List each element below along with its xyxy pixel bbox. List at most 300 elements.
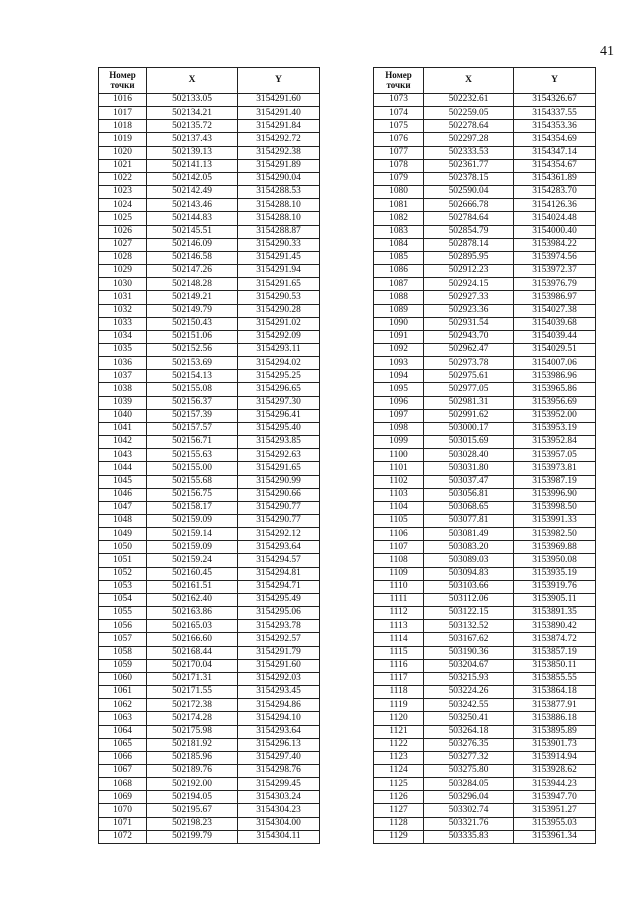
point-number-cell: 1103: [374, 488, 424, 501]
x-coordinate-cell: 502134.21: [147, 107, 238, 120]
table-row: [374, 199, 596, 212]
y-coordinate-cell: 3153944.23: [514, 778, 596, 791]
x-coordinate-cell: 502361.77: [424, 159, 514, 172]
table-row: [374, 291, 596, 304]
point-number-cell: 1055: [99, 607, 147, 620]
x-coordinate-cell: 503302.74: [424, 804, 514, 817]
y-coordinate-cell: 3154294.02: [238, 357, 320, 370]
point-number-cell: 1107: [374, 541, 424, 554]
table-row: [99, 357, 320, 370]
table-row: [374, 764, 596, 777]
y-coordinate-cell: 3153987.19: [514, 475, 596, 488]
table-row: [99, 554, 320, 567]
point-number-cell: 1100: [374, 449, 424, 462]
point-number-cell: 1078: [374, 159, 424, 172]
x-coordinate-cell: 503276.35: [424, 738, 514, 751]
y-coordinate-cell: 3153953.19: [514, 422, 596, 435]
y-coordinate-cell: 3153877.91: [514, 699, 596, 712]
y-coordinate-cell: 3154292.09: [238, 330, 320, 343]
y-coordinate-cell: 3153974.56: [514, 251, 596, 264]
point-number-cell: 1095: [374, 383, 424, 396]
y-coordinate-cell: 3154294.71: [238, 580, 320, 593]
point-number-cell: 1054: [99, 593, 147, 606]
x-coordinate-cell: 503250.41: [424, 712, 514, 725]
table-row: [99, 804, 320, 817]
point-number-cell: 1121: [374, 725, 424, 738]
x-coordinate-cell: 503264.18: [424, 725, 514, 738]
table-header-row: [99, 68, 320, 94]
point-number-cell: 1042: [99, 436, 147, 449]
point-number-cell: 1085: [374, 251, 424, 264]
point-number-cell: 1045: [99, 475, 147, 488]
x-coordinate-cell: 502149.21: [147, 291, 238, 304]
table-row: [374, 107, 596, 120]
x-coordinate-cell: 502962.47: [424, 343, 514, 356]
y-coordinate-cell: 3153965.86: [514, 383, 596, 396]
table-row: [374, 422, 596, 435]
y-coordinate-cell: 3154290.77: [238, 515, 320, 528]
point-number-cell: 1088: [374, 291, 424, 304]
x-coordinate-cell: 502159.09: [147, 515, 238, 528]
x-coordinate-cell: 502163.86: [147, 607, 238, 620]
x-coordinate-cell: 502943.70: [424, 330, 514, 343]
point-number-cell: 1097: [374, 409, 424, 422]
y-coordinate-cell: 3153984.22: [514, 238, 596, 251]
y-coordinate-cell: 3154347.14: [514, 146, 596, 159]
table-row: [99, 383, 320, 396]
point-number-cell: 1026: [99, 225, 147, 238]
table-row: [99, 238, 320, 251]
x-coordinate-cell: 502144.83: [147, 212, 238, 225]
point-number-cell: 1027: [99, 238, 147, 251]
point-number-cell: 1046: [99, 488, 147, 501]
point-number-cell: 1065: [99, 738, 147, 751]
x-coordinate-cell: 502159.24: [147, 554, 238, 567]
x-coordinate-cell: 502168.44: [147, 646, 238, 659]
point-number-cell: 1089: [374, 304, 424, 317]
y-coordinate-cell: 3154353.36: [514, 120, 596, 133]
y-coordinate-cell: 3154294.10: [238, 712, 320, 725]
y-coordinate-cell: 3154294.57: [238, 554, 320, 567]
table-row: [374, 830, 596, 843]
table-row: [99, 475, 320, 488]
y-coordinate-cell: 3154326.67: [514, 94, 596, 107]
x-coordinate-cell: 503089.03: [424, 554, 514, 567]
x-coordinate-cell: 502157.39: [147, 409, 238, 422]
table-row: [99, 436, 320, 449]
table-row: [99, 515, 320, 528]
table-row: [99, 764, 320, 777]
point-number-cell: 1052: [99, 567, 147, 580]
table-row: [99, 686, 320, 699]
x-coordinate-cell: 503068.65: [424, 501, 514, 514]
table-row: [99, 133, 320, 146]
x-coordinate-cell: 502232.61: [424, 94, 514, 107]
y-coordinate-cell: 3154293.45: [238, 686, 320, 699]
page-number: 41: [600, 44, 614, 59]
y-coordinate-cell: 3154295.06: [238, 607, 320, 620]
point-number-cell: 1128: [374, 817, 424, 830]
point-number-cell: 1087: [374, 278, 424, 291]
y-coordinate-cell: 3154361.89: [514, 172, 596, 185]
x-coordinate-cell: 502590.04: [424, 186, 514, 199]
y-coordinate-cell: 3154304.00: [238, 817, 320, 830]
table-row: [374, 738, 596, 751]
point-number-cell: 1050: [99, 541, 147, 554]
y-coordinate-cell: 3154288.87: [238, 225, 320, 238]
table-row: [99, 738, 320, 751]
table-row: [374, 515, 596, 528]
x-coordinate-cell: 502155.08: [147, 383, 238, 396]
point-number-cell: 1115: [374, 646, 424, 659]
table-row: [374, 554, 596, 567]
point-number-cell: 1029: [99, 265, 147, 278]
table-row: [374, 488, 596, 501]
x-coordinate-cell: 502278.64: [424, 120, 514, 133]
y-coordinate-cell: 3154290.53: [238, 291, 320, 304]
x-coordinate-cell: 502194.05: [147, 791, 238, 804]
x-coordinate-cell: 502878.14: [424, 238, 514, 251]
y-coordinate-cell: 3154291.65: [238, 462, 320, 475]
y-coordinate-cell: 3154291.79: [238, 646, 320, 659]
table-row: [99, 462, 320, 475]
point-number-cell: 1120: [374, 712, 424, 725]
x-coordinate-cell: 503015.69: [424, 436, 514, 449]
y-coordinate-cell: 3154354.69: [514, 133, 596, 146]
point-number-cell: 1048: [99, 515, 147, 528]
x-coordinate-cell: 503277.32: [424, 751, 514, 764]
table-row: [374, 751, 596, 764]
y-coordinate-cell: 3154290.99: [238, 475, 320, 488]
x-coordinate-cell: 502333.53: [424, 146, 514, 159]
point-number-cell: 1110: [374, 580, 424, 593]
x-coordinate-cell: 502175.98: [147, 725, 238, 738]
x-coordinate-cell: 502146.58: [147, 251, 238, 264]
x-coordinate-cell: 502139.13: [147, 146, 238, 159]
table-row: [99, 633, 320, 646]
point-number-cell: 1086: [374, 265, 424, 278]
table-row: [374, 659, 596, 672]
y-coordinate-cell: 3154292.63: [238, 449, 320, 462]
table-row: [99, 830, 320, 843]
point-number-cell: 1043: [99, 449, 147, 462]
table-row: [99, 186, 320, 199]
x-coordinate-cell: 502151.06: [147, 330, 238, 343]
table-row: [99, 172, 320, 185]
point-number-header-line2: точки: [386, 79, 411, 90]
table-row: [374, 278, 596, 291]
point-number-cell: 1075: [374, 120, 424, 133]
x-coordinate-cell: 503215.93: [424, 672, 514, 685]
y-coordinate-cell: 3154293.11: [238, 343, 320, 356]
point-number-cell: 1063: [99, 712, 147, 725]
table-row: [99, 528, 320, 541]
y-coordinate-cell: 3153976.79: [514, 278, 596, 291]
y-coordinate-cell: 3153982.50: [514, 528, 596, 541]
y-coordinate-cell: 3154294.86: [238, 699, 320, 712]
point-number-cell: 1126: [374, 791, 424, 804]
table-row: [99, 541, 320, 554]
x-coordinate-cell: 502156.37: [147, 396, 238, 409]
x-coordinate-cell: 502171.31: [147, 672, 238, 685]
table-row: [374, 409, 596, 422]
table-row: [99, 199, 320, 212]
x-coordinate-cell: 503167.62: [424, 633, 514, 646]
point-number-cell: 1096: [374, 396, 424, 409]
x-coordinate-cell: 502975.61: [424, 370, 514, 383]
table-row: [374, 120, 596, 133]
x-coordinate-cell: 503296.04: [424, 791, 514, 804]
y-coordinate-cell: 3153850.11: [514, 659, 596, 672]
point-number-header-line2: точки: [110, 79, 135, 90]
point-number-cell: 1093: [374, 357, 424, 370]
point-number-cell: 1024: [99, 199, 147, 212]
table-row: [374, 436, 596, 449]
point-number-cell: 1060: [99, 672, 147, 685]
x-coordinate-cell: 502143.46: [147, 199, 238, 212]
x-coordinate-cell: 502133.05: [147, 94, 238, 107]
x-coordinate-cell: 502378.15: [424, 172, 514, 185]
point-number-cell: 1036: [99, 357, 147, 370]
table-row: [99, 646, 320, 659]
y-coordinate-cell: 3153890.42: [514, 620, 596, 633]
y-coordinate-cell: 3153855.55: [514, 672, 596, 685]
x-coordinate-cell: 503056.81: [424, 488, 514, 501]
y-coordinate-cell: 3154298.76: [238, 764, 320, 777]
table-row: [99, 120, 320, 133]
point-number-cell: 1061: [99, 686, 147, 699]
x-coordinate-cell: 502155.68: [147, 475, 238, 488]
point-number-cell: 1106: [374, 528, 424, 541]
point-number-cell: 1028: [99, 251, 147, 264]
y-coordinate-cell: 3154293.78: [238, 620, 320, 633]
point-number-cell: 1092: [374, 343, 424, 356]
point-number-cell: 1049: [99, 528, 147, 541]
y-coordinate-cell: 3153969.88: [514, 541, 596, 554]
point-number-cell: 1083: [374, 225, 424, 238]
point-number-cell: 1066: [99, 751, 147, 764]
x-coordinate-cell: 502784.64: [424, 212, 514, 225]
point-number-cell: 1117: [374, 672, 424, 685]
point-number-cell: 1116: [374, 659, 424, 672]
table-row: [99, 778, 320, 791]
y-header: Y: [514, 68, 596, 94]
point-number-cell: 1098: [374, 422, 424, 435]
y-coordinate-cell: 3153957.05: [514, 449, 596, 462]
x-coordinate-cell: 502149.79: [147, 304, 238, 317]
table-row: [99, 567, 320, 580]
x-coordinate-cell: 502181.92: [147, 738, 238, 751]
point-number-cell: 1090: [374, 317, 424, 330]
y-coordinate-cell: 3154291.89: [238, 159, 320, 172]
point-number-cell: 1102: [374, 475, 424, 488]
coordinates-table-right: [373, 67, 596, 844]
table-row: [374, 541, 596, 554]
y-coordinate-cell: 3154288.53: [238, 186, 320, 199]
table-row: [374, 94, 596, 107]
table-row: [374, 251, 596, 264]
table-row: [374, 238, 596, 251]
y-coordinate-cell: 3153991.33: [514, 515, 596, 528]
y-coordinate-cell: 3153928.62: [514, 764, 596, 777]
point-number-cell: 1016: [99, 94, 147, 107]
table-row: [374, 317, 596, 330]
table-row: [99, 607, 320, 620]
y-coordinate-cell: 3153864.18: [514, 686, 596, 699]
x-coordinate-cell: 502135.72: [147, 120, 238, 133]
point-number-cell: 1073: [374, 94, 424, 107]
x-coordinate-cell: 502923.36: [424, 304, 514, 317]
table-row: [99, 212, 320, 225]
table-row: [374, 449, 596, 462]
point-number-cell: 1105: [374, 515, 424, 528]
point-number-cell: 1091: [374, 330, 424, 343]
table-row: [374, 396, 596, 409]
x-coordinate-cell: 502165.03: [147, 620, 238, 633]
table-row: [374, 330, 596, 343]
y-coordinate-cell: 3153950.08: [514, 554, 596, 567]
table-header-row: [374, 68, 596, 94]
table-row: [99, 712, 320, 725]
table-row: [99, 409, 320, 422]
y-coordinate-cell: 3154295.25: [238, 370, 320, 383]
y-coordinate-cell: 3154291.45: [238, 251, 320, 264]
x-coordinate-cell: 502259.05: [424, 107, 514, 120]
x-coordinate-cell: 502155.63: [147, 449, 238, 462]
table-row: [99, 422, 320, 435]
x-coordinate-cell: 502174.28: [147, 712, 238, 725]
coordinates-table-left: [98, 67, 320, 844]
y-coordinate-cell: 3154291.02: [238, 317, 320, 330]
table-row: [374, 672, 596, 685]
table-row: [374, 133, 596, 146]
y-coordinate-cell: 3153952.84: [514, 436, 596, 449]
x-coordinate-cell: 502156.71: [147, 436, 238, 449]
x-coordinate-cell: 503103.66: [424, 580, 514, 593]
x-coordinate-cell: 503122.15: [424, 607, 514, 620]
point-number-cell: 1040: [99, 409, 147, 422]
point-number-cell: 1076: [374, 133, 424, 146]
point-number-cell: 1125: [374, 778, 424, 791]
point-number-cell: 1071: [99, 817, 147, 830]
x-coordinate-cell: 502145.51: [147, 225, 238, 238]
y-coordinate-cell: 3153919.76: [514, 580, 596, 593]
y-coordinate-cell: 3153895.89: [514, 725, 596, 738]
y-coordinate-cell: 3153955.03: [514, 817, 596, 830]
y-coordinate-cell: 3154292.38: [238, 146, 320, 159]
y-coordinate-cell: 3153886.18: [514, 712, 596, 725]
y-coordinate-cell: 3153986.96: [514, 370, 596, 383]
table-row: [99, 370, 320, 383]
point-number-cell: 1018: [99, 120, 147, 133]
y-header: Y: [238, 68, 320, 94]
point-number-cell: 1057: [99, 633, 147, 646]
table-row: [374, 817, 596, 830]
x-coordinate-cell: 502297.28: [424, 133, 514, 146]
y-coordinate-cell: 3154292.12: [238, 528, 320, 541]
x-coordinate-cell: 502142.49: [147, 186, 238, 199]
table-row: [99, 501, 320, 514]
point-number-cell: 1123: [374, 751, 424, 764]
y-coordinate-cell: 3154126.36: [514, 199, 596, 212]
point-number-cell: 1109: [374, 567, 424, 580]
y-coordinate-cell: 3153998.50: [514, 501, 596, 514]
y-coordinate-cell: 3154288.10: [238, 199, 320, 212]
y-coordinate-cell: 3154283.70: [514, 186, 596, 199]
y-coordinate-cell: 3154024.48: [514, 212, 596, 225]
table-row: [99, 817, 320, 830]
x-coordinate-cell: 502973.78: [424, 357, 514, 370]
point-number-cell: 1062: [99, 699, 147, 712]
y-coordinate-cell: 3154290.04: [238, 172, 320, 185]
x-coordinate-cell: 502185.96: [147, 751, 238, 764]
point-number-cell: 1017: [99, 107, 147, 120]
point-number-cell: 1099: [374, 436, 424, 449]
y-coordinate-cell: 3154299.45: [238, 778, 320, 791]
point-number-cell: 1021: [99, 159, 147, 172]
x-coordinate-cell: 502981.31: [424, 396, 514, 409]
y-coordinate-cell: 3154296.65: [238, 383, 320, 396]
y-coordinate-cell: 3154293.64: [238, 541, 320, 554]
y-coordinate-cell: 3153947.70: [514, 791, 596, 804]
y-coordinate-cell: 3153891.35: [514, 607, 596, 620]
y-coordinate-cell: 3153986.97: [514, 291, 596, 304]
table-row: [99, 265, 320, 278]
x-coordinate-cell: 502152.56: [147, 343, 238, 356]
point-number-cell: 1064: [99, 725, 147, 738]
table-row: [99, 159, 320, 172]
point-number-cell: 1033: [99, 317, 147, 330]
x-coordinate-cell: 503037.47: [424, 475, 514, 488]
table-row: [99, 343, 320, 356]
y-coordinate-cell: 3154007.06: [514, 357, 596, 370]
y-coordinate-cell: 3153961.34: [514, 830, 596, 843]
table-row: [374, 725, 596, 738]
point-number-cell: 1041: [99, 422, 147, 435]
x-coordinate-cell: 502192.00: [147, 778, 238, 791]
point-number-header-line1: Номер: [385, 70, 412, 81]
table-row: [374, 620, 596, 633]
table-row: [374, 186, 596, 199]
x-coordinate-cell: 503081.49: [424, 528, 514, 541]
table-row: [374, 501, 596, 514]
y-coordinate-cell: 3154303.24: [238, 791, 320, 804]
x-coordinate-cell: 503275.80: [424, 764, 514, 777]
point-number-cell: 1030: [99, 278, 147, 291]
point-number-cell: 1034: [99, 330, 147, 343]
point-number-cell: 1127: [374, 804, 424, 817]
table-row: [374, 146, 596, 159]
y-coordinate-cell: 3153905.11: [514, 593, 596, 606]
x-coordinate-cell: 502147.26: [147, 265, 238, 278]
point-number-cell: 1070: [99, 804, 147, 817]
point-number-cell: 1094: [374, 370, 424, 383]
table-row: [99, 580, 320, 593]
point-number-cell: 1068: [99, 778, 147, 791]
x-coordinate-cell: 503094.83: [424, 567, 514, 580]
y-coordinate-cell: 3154290.66: [238, 488, 320, 501]
x-coordinate-cell: 502154.13: [147, 370, 238, 383]
y-coordinate-cell: 3153901.73: [514, 738, 596, 751]
y-coordinate-cell: 3154292.72: [238, 133, 320, 146]
point-number-cell: 1122: [374, 738, 424, 751]
table-row: [99, 278, 320, 291]
x-header: X: [424, 68, 514, 94]
y-coordinate-cell: 3154294.81: [238, 567, 320, 580]
table-row: [374, 778, 596, 791]
point-number-cell: 1074: [374, 107, 424, 120]
x-header: X: [147, 68, 238, 94]
